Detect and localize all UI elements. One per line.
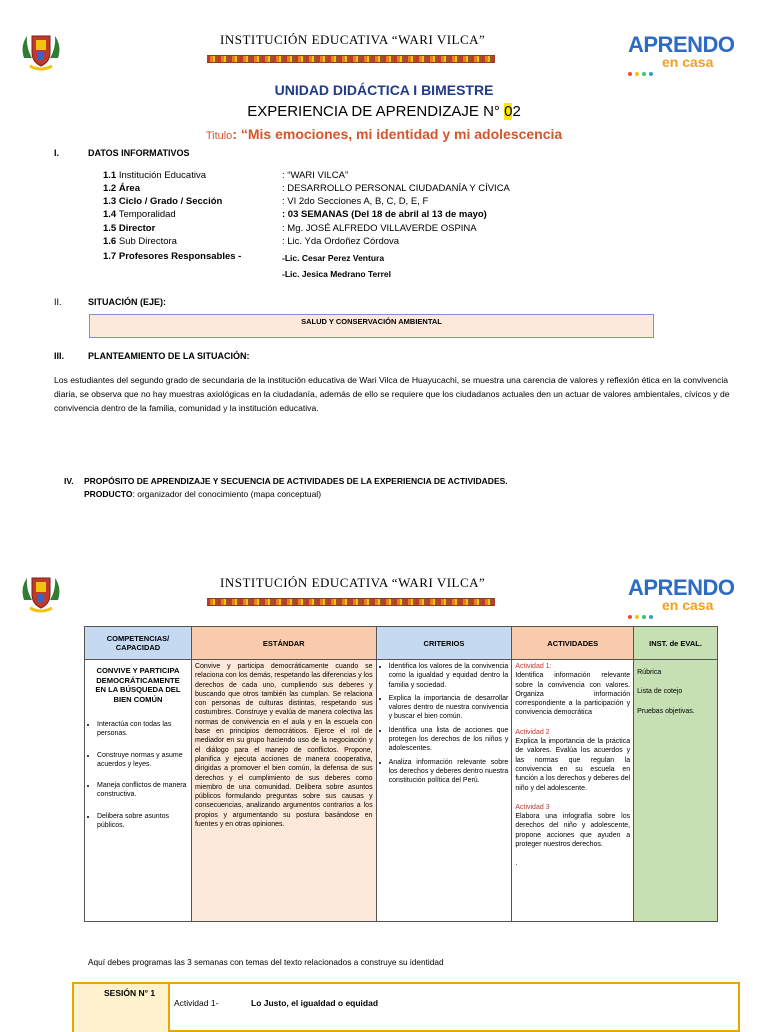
header-instrumentos: INST. de EVAL. <box>634 627 718 660</box>
section-3-label: PLANTEAMIENTO DE LA SITUACIÓN: <box>88 351 250 361</box>
aprendo-logo-main-2: APRENDO <box>628 575 735 600</box>
instrument-item: Rúbrica <box>637 669 662 676</box>
institution-header-2: INSTITUCIÓN EDUCATIVA “WARI VILCA” <box>220 575 486 590</box>
datos-num: 1.7 <box>103 251 117 262</box>
datos-label-6 <box>103 236 177 247</box>
activity-text: Identifica información relevante sobre la convivencia con valores. Organiza información correspondiente a la participación y convivencia democrática <box>515 672 631 717</box>
experience-number-b: 2 <box>512 103 521 120</box>
aprendo-logo-main: APRENDO <box>628 32 735 57</box>
actividades-cell <box>512 660 634 922</box>
session-activity-text: Lo Justo, el igualdad o equidad <box>251 998 379 1008</box>
list-item: • Identifica una lista de acciones que protegen los derechos de los niños y adolescentes. <box>389 726 509 754</box>
datos-label-text: Sub Directora <box>118 236 177 247</box>
list-item: • Analiza información relevante sobre los derechos y deberes dentro nuestra constitución política del Perú. <box>389 758 509 786</box>
competencias-table <box>84 626 718 922</box>
activity-item <box>515 728 630 793</box>
instrument-item: Lista de cotejo <box>637 688 683 696</box>
estandar-cell: Convive y participa democráticamente cuando se relaciona con los demás, respetando las diferencias y los derechos de cada uno, cumpliendo sus deberes y buscando que otros también las cumplan. Se relaciona con personas de culturas distintas, respetando sus costumbres. Construye y evalúa de manera colectiva las normas de convivencia en el aula y en la escuela con base en principios democráticos. Ejerce el rol de mediador en su grupo haciendo uso de la negociación y el diálogo para el manejo de conflictos. Propone, planifica y ejecuta acciones de manera cooperativa, dirigidas a promover el bien común, la defensa de sus derechos y el cumplimiento de sus deberes como miembro de una comunidad. Delibera sobre asuntos públicos formulando preguntas sobre sus causas y consecuencias, analizando argumentos contrarios a los propios y argumentando su postura basándose en fuentes y en otras opiniones. <box>191 660 376 922</box>
list-item: • Maneja conflictos de manera constructiva. <box>97 781 188 800</box>
logo-dots-icon <box>628 606 656 624</box>
datos-label-text: Área <box>118 183 140 194</box>
datos-num: 1.2 <box>103 183 117 194</box>
session-activity-label: Actividad 1- <box>174 998 219 1008</box>
datos-label-2 <box>103 183 140 194</box>
product-line <box>84 489 321 499</box>
datos-label-text: Profesores Responsables - <box>118 251 242 262</box>
datos-label-text: Director <box>118 223 156 234</box>
activity-label: Actividad 2 <box>515 728 550 736</box>
datos-value-3: : VI 2do Secciones A, B, C, D, E, F <box>282 196 429 207</box>
experience-heading <box>0 103 768 120</box>
datos-num: 1.1 <box>103 170 117 181</box>
unit-heading: UNIDAD DIDÁCTICA I BIMESTRE <box>274 82 494 98</box>
situation-box: SALUD Y CONSERVACIÓN AMBIENTAL <box>89 314 654 338</box>
datos-num: 1.3 <box>103 196 117 207</box>
instrument-item: Pruebas objetivas. <box>637 707 695 715</box>
list-item: • Identifica los valores de la convivencia como la igualdad y equidad dentro la familia y sociedad. <box>389 662 509 690</box>
school-crest-icon <box>18 570 64 616</box>
planteamiento-paragraph: Los estudiantes del segundo grado de secundaria de la institución educativa de Wari Vilca de Huayucachi, se muestra una carencia de valores y reflexión ética en la convivencia diaria, se observa que no hay muestras axiológicas en la ciudadanía, además de ello se requiere que los ciudadanos actuales den un actuar de valores ambientales, cívicos y de convivencia dentro de la familia, comunidad y la institución educativa. <box>54 375 730 413</box>
instrumentos-list <box>637 668 714 716</box>
competencia-cell <box>85 660 192 922</box>
datos-value-7: -Lic. Cesar Perez Ventura <box>282 253 385 263</box>
actividades-list <box>515 662 630 849</box>
datos-value-4: : 03 SEMANAS (Del 18 de abril al 13 de mayo) <box>282 209 487 220</box>
section-4-label: PROPÓSITO DE APRENDIZAJE Y SECUENCIA DE ACTIVIDADES DE LA EXPERIENCIA DE ACTIVIDADES. <box>84 476 508 486</box>
competencia-title: CONVIVE Y PARTICIPA DEMOCRÁTICAMENTE EN LA BÚSQUEDA DEL BIEN COMÚN <box>95 666 181 704</box>
school-crest-icon <box>18 28 64 74</box>
section-1-label: DATOS INFORMATIVOS <box>88 148 190 158</box>
datos-label-text: Institución Educativa <box>118 170 206 181</box>
criterios-list <box>380 662 509 786</box>
product-label: PRODUCTO <box>84 489 133 499</box>
datos-label-text: Temporalidad <box>118 209 176 220</box>
aprendo-logo-sub-2: en casa <box>662 597 714 613</box>
header-actividades: ACTIVIDADES <box>512 627 634 660</box>
datos-label-3 <box>103 196 222 207</box>
activity-text: Elabora una infografía sobre los derechos del niño y adolescente, propone acciones que ayuden a proteger nuestros derechos. <box>515 813 631 849</box>
datos-num: 1.5 <box>103 223 117 234</box>
title-heading <box>0 126 768 142</box>
datos-num: 1.6 <box>103 236 117 247</box>
title-label: Titulo <box>205 130 233 142</box>
datos-value-1: : “WARI VILCA” <box>282 170 349 181</box>
datos-value-5: : Mg. JOSÉ ALFREDO VILLAVERDE OSPINA <box>282 223 477 234</box>
programming-note: Aquí debes programas las 3 semanas con temas del texto relacionados a construye su identidad <box>88 957 444 967</box>
list-item: • Interactúa con todas las personas. <box>97 720 188 739</box>
datos-label-text: Ciclo / Grado / Sección <box>118 196 223 207</box>
decorative-stripe <box>207 55 495 63</box>
section-2-label: SITUACIÓN (EJE): <box>88 297 167 307</box>
experience-prefix: EXPERIENCIA DE APRENDIZAJE N° <box>247 103 505 120</box>
session-label-cell <box>74 984 170 1032</box>
aprendo-logo-sub: en casa <box>662 54 714 70</box>
capacidades-list <box>88 720 188 830</box>
list-item: • Construye normas y asume acuerdos y leyes. <box>97 751 188 770</box>
product-text: : organizador del conocimiento (mapa conceptual) <box>132 489 322 499</box>
header-estandar: ESTÁNDAR <box>191 627 376 660</box>
datos-extra: -Lic. Jesica Medrano Terrel <box>282 269 391 279</box>
experience-number-a: 0 <box>504 103 513 120</box>
list-item: • Explica la importancia de desarrollar valores dentro de nuestra convivencia y buscar el bien común. <box>389 694 509 722</box>
title-text: : “Mis emociones, mi identidad y mi adolescencia <box>232 126 563 142</box>
datos-value-6: : Lic. Yda Ordoñez Córdova <box>282 236 400 247</box>
section-4-number: IV. <box>64 476 74 486</box>
instrumentos-cell <box>634 660 718 922</box>
header-competencias: COMPETENCIAS/ CAPACIDAD <box>85 627 192 660</box>
datos-label-7 <box>103 251 241 262</box>
section-3-number: III. <box>54 351 65 361</box>
activity-label: Actividad 1: <box>515 663 552 670</box>
header-criterios: CRITERIOS <box>376 627 512 660</box>
datos-label-1 <box>103 170 206 181</box>
decorative-stripe-2 <box>207 598 495 606</box>
list-item: • Delibera sobre asuntos públicos. <box>97 812 188 831</box>
logo-dots-icon <box>628 63 656 81</box>
section-1-number: I. <box>54 148 60 158</box>
activity-item <box>515 662 630 718</box>
session-box <box>72 982 740 1032</box>
aprendo-logo <box>628 32 735 72</box>
datos-label-5 <box>103 223 155 234</box>
section-2-number: II. <box>54 297 62 307</box>
datos-label-4 <box>103 209 176 220</box>
datos-num: 1.4 <box>103 209 117 220</box>
activity-item <box>515 803 630 849</box>
criterios-cell <box>376 660 512 922</box>
table-header-row <box>85 627 718 660</box>
session-label: SESIÓN N° 1 <box>104 988 156 998</box>
actividades-end: . <box>515 860 518 868</box>
datos-value-2: : DESARROLLO PERSONAL CIUDADANÍA Y CÍVICA <box>282 183 510 194</box>
table-row <box>85 660 718 922</box>
aprendo-logo-2 <box>628 575 735 615</box>
activity-label: Actividad 3 <box>515 803 550 811</box>
institution-header: INSTITUCIÓN EDUCATIVA “WARI VILCA” <box>220 32 486 47</box>
activity-text: Explica la importancia de la práctica de valores. Evalúa los acuerdos y las normas que regulan la convivencia en su escuela en función a los derechos y deberes del niño y del adolescente. <box>515 738 631 792</box>
